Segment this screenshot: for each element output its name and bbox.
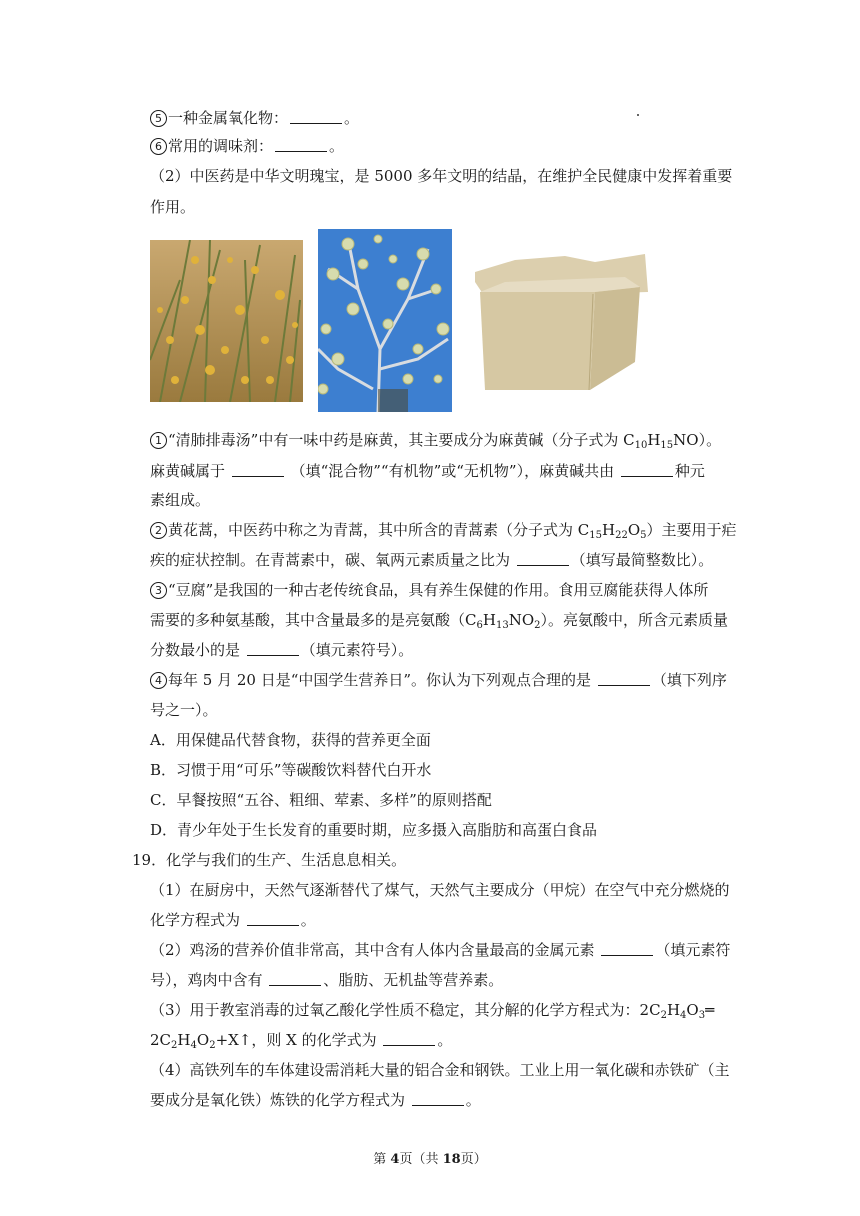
circled-number-3: 3 [150,582,167,599]
sub-question-3-line2: 需要的多种氨基酸，其中含量最多的是亮氨酸$(C_6H_{13}NO_2)$。亮氨酸中，所含元素质量 [150,611,729,631]
artemisia-photo [318,229,452,412]
sub-question-4-line2: 号之一）。 [150,701,218,719]
item-6: 6 常用的调味剂： 。 [150,136,344,156]
answer-blank[interactable] [383,1031,435,1046]
q19-part1-line2: 化学方程式为 。 [150,911,316,929]
option-c: C．早餐按照“五谷、粗细、荤素、多样”的原则搭配 [150,791,492,809]
circled-number-2: 2 [150,522,167,539]
q19-part3-line1: （3）用于教室消毒的过氧乙酸化学性质不稳定，其分解的化学方程式为：$2C_2H_4O_3═$ [150,1001,715,1021]
q19-part3-line2: $2C_2H_4O_2+X↑$，则 X 的化学式为 。 [150,1031,453,1051]
sub-question-3-line1: 3 “豆腐”是我国的一种古老传统食品，具有养生保健的作用。食用豆腐能获得人体所 [150,580,708,600]
sub-question-1-line2: 麻黄碱属于 （填“混合物”“有机物”或“无机物”），麻黄碱共由 种元 [150,462,705,480]
answer-blank[interactable] [621,462,673,477]
sub-question-3-line3: 分数最小的是 （填元素符号）。 [150,641,414,659]
option-b: B．习惯于用“可乐”等碳酸饮料替代白开水 [150,761,432,779]
answer-blank[interactable] [275,137,327,152]
answer-blank[interactable] [517,551,569,566]
sub-question-2-line2: 疾的症状控制。在青蒿素中，碳、氧两元素质量之比为 （填写最简整数比）。 [150,551,714,569]
ephedra-photo [150,240,303,402]
answer-blank[interactable] [412,1091,464,1106]
answer-blank[interactable] [269,971,321,986]
question-19-title: 19．化学与我们的生产、生活息息相关。 [132,851,407,869]
answer-blank[interactable] [247,911,299,926]
part-2-intro-line1: （2）中医药是中华文明瑰宝，是 5000 多年文明的结晶，在维护全民健康中发挥着重要 [150,167,733,185]
q19-part2-line1: （2）鸡汤的营养价值非常高，其中含有人体内含量最高的金属元素 （填元素符 [150,941,731,959]
q19-part1-line1: （1）在厨房中，天然气逐渐替代了煤气，天然气主要成分（甲烷）在空气中充分燃烧的 [150,881,730,899]
option-a: A．用保健品代替食物，获得的营养更全面 [150,731,431,749]
circled-number-6: 6 [150,138,167,155]
answer-blank[interactable] [598,671,650,686]
q19-part4-line1: （4）高铁列车的车体建设需消耗大量的铝合金和钢铁。工业上用一氧化碳和赤铁矿（主 [150,1061,730,1079]
circled-number-4: 4 [150,672,167,689]
answer-blank[interactable] [290,109,342,124]
option-d: D．青少年处于生长发育的重要时期，应多摄入高脂肪和高蛋白食品 [150,821,598,839]
sub-question-4-line1: 4 每年 5 月 20 日是“中国学生营养日”。你认为下列观点合理的是 （填下列序 [150,670,727,690]
circled-number-5: 5 [150,110,167,127]
q19-part4-line2: 要成分是氧化铁）炼铁的化学方程式为 。 [150,1091,481,1109]
stray-dot [637,114,639,116]
item-5: 5 一种金属氧化物： 。 [150,108,359,128]
answer-blank[interactable] [601,941,653,956]
q19-part2-line2: 号），鸡肉中含有 、脂肪、无机盐等营养素。 [150,971,504,989]
answer-blank[interactable] [247,641,299,656]
total-pages: 18 [442,1152,461,1167]
sub-question-2-line1: 2 黄花蒿，中医药中称之为青蒿，其中所含的青蒿素（分子式为 $C_{15}H_{22}O_5$）主要用于疟 [150,520,737,546]
circled-number-1: 1 [150,432,167,449]
part-2-intro-line2: 作用。 [150,198,196,216]
answer-blank[interactable] [232,462,284,477]
sub-question-1-line1: 1 “清肺排毒汤”中有一味中药是麻黄，其主要成分为麻黄碱（分子式为 $C_{10}H_{15}NO$）。 [150,430,721,456]
sub-question-1-line3: 素组成。 [150,491,211,509]
page-number: 4 [390,1152,400,1167]
tofu-photo [475,252,648,390]
page-footer: 第 4页（共 18页） [373,1152,487,1167]
